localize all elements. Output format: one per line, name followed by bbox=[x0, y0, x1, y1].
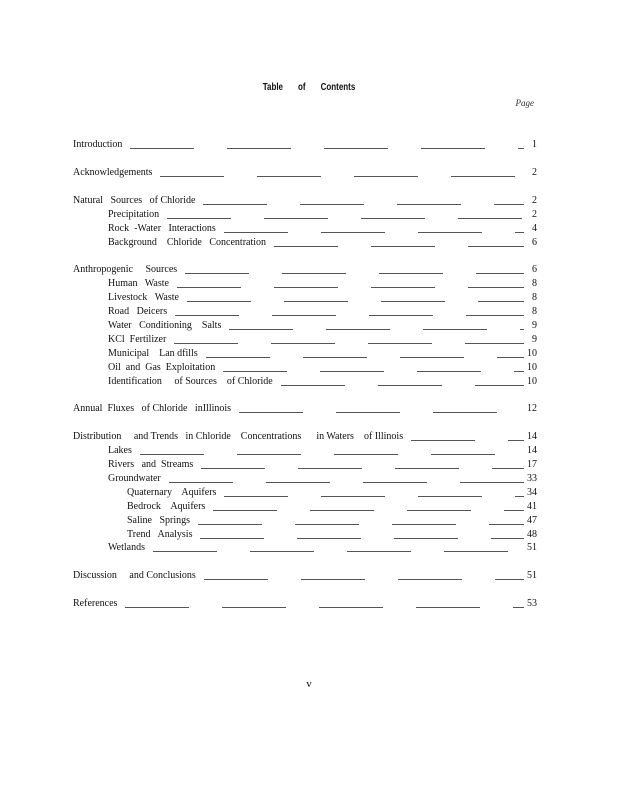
toc-entry[interactable] bbox=[0, 166, 618, 180]
toc-leader bbox=[411, 440, 524, 441]
toc-entry-label: KCl Fertilizer bbox=[108, 334, 167, 345]
toc-leader bbox=[175, 315, 524, 316]
toc-entry-label: Wetlands bbox=[108, 542, 145, 553]
toc-entry[interactable] bbox=[0, 333, 618, 347]
toc-entry-label: Road Deicers bbox=[108, 306, 168, 317]
toc-entry-label: Discussion and Conclusions bbox=[73, 570, 196, 581]
toc-entry[interactable] bbox=[0, 375, 618, 389]
toc-entry-page: 2 bbox=[532, 195, 537, 206]
toc-entry-label: Rivers and Streams bbox=[108, 459, 194, 470]
toc-leader bbox=[125, 607, 524, 608]
toc-entry[interactable] bbox=[0, 541, 618, 555]
toc-entry[interactable] bbox=[0, 528, 618, 542]
toc-leader bbox=[198, 524, 524, 525]
toc-entry-label: Oil and Gas Exploitation bbox=[108, 362, 216, 373]
toc-leader bbox=[223, 371, 524, 372]
toc-entry-page: 48 bbox=[527, 529, 537, 540]
toc-title-word: Contents bbox=[320, 82, 356, 93]
toc-entry-page: 6 bbox=[532, 237, 537, 248]
toc-entry[interactable] bbox=[0, 444, 618, 458]
toc-leader bbox=[153, 551, 524, 552]
toc-leader bbox=[187, 301, 524, 302]
toc-entry-page: 9 bbox=[532, 334, 537, 345]
toc-entry-page: 8 bbox=[532, 292, 537, 303]
toc-entry-page: 51 bbox=[527, 542, 537, 553]
toc-entry-page: 12 bbox=[527, 403, 537, 414]
toc-entry[interactable] bbox=[0, 486, 618, 500]
toc-entry-label: Introduction bbox=[73, 139, 123, 150]
toc-entry-label: Lakes bbox=[108, 445, 132, 456]
toc-entry-label: Precipitation bbox=[108, 209, 160, 220]
toc-entry[interactable] bbox=[0, 472, 618, 486]
toc-title-word: of bbox=[298, 82, 306, 93]
toc-entry-page: 10 bbox=[527, 376, 537, 387]
toc-leader bbox=[201, 468, 524, 469]
toc-entry[interactable] bbox=[0, 597, 618, 611]
toc-leader bbox=[229, 329, 524, 330]
toc-leader bbox=[224, 232, 524, 233]
toc-entry-label: Acknowledgements bbox=[73, 167, 153, 178]
toc-entry-label: Distribution and Trends in Chloride Concentrations in Waters of Illinois bbox=[73, 431, 404, 442]
toc-leader bbox=[174, 343, 524, 344]
toc-leader bbox=[169, 482, 524, 483]
toc-entry-page: 10 bbox=[527, 362, 537, 373]
toc-entry-page: 8 bbox=[532, 306, 537, 317]
toc-entry[interactable] bbox=[0, 458, 618, 472]
toc-entry-page: 53 bbox=[527, 598, 537, 609]
toc-entry-label: Rock -Water Interactions bbox=[108, 223, 216, 234]
page-column-label: Page bbox=[515, 98, 534, 108]
toc-leader bbox=[130, 148, 524, 149]
toc-entry-label: Livestock Waste bbox=[108, 292, 179, 303]
toc-entry-page: 41 bbox=[527, 501, 537, 512]
toc-leader bbox=[160, 176, 524, 177]
toc-entry[interactable] bbox=[0, 222, 618, 236]
toc-entry-label: References bbox=[73, 598, 118, 609]
toc-entry[interactable] bbox=[0, 263, 618, 277]
footer-page-number: v bbox=[306, 678, 312, 690]
toc-entry[interactable] bbox=[0, 319, 618, 333]
toc-entry-page: 4 bbox=[532, 223, 537, 234]
toc-leader bbox=[203, 204, 524, 205]
toc-leader bbox=[224, 496, 524, 497]
toc-entry-page: 10 bbox=[527, 348, 537, 359]
toc-leader bbox=[200, 538, 524, 539]
toc-entry-page: 34 bbox=[527, 487, 537, 498]
toc-leader bbox=[239, 412, 524, 413]
toc-entry[interactable] bbox=[0, 208, 618, 222]
toc-entry-label: Quaternary Aquifers bbox=[127, 487, 217, 498]
toc-leader bbox=[204, 579, 524, 580]
toc-entry-page: 14 bbox=[527, 431, 537, 442]
toc-entry[interactable] bbox=[0, 569, 618, 583]
toc-entry-label: Municipal Lan dfills bbox=[108, 348, 198, 359]
toc-leader bbox=[167, 218, 524, 219]
toc-leader bbox=[281, 385, 524, 386]
toc-entry-label: Identification of Sources of Chloride bbox=[108, 376, 273, 387]
toc-entry-page: 6 bbox=[532, 264, 537, 275]
toc-entry-page: 51 bbox=[527, 570, 537, 581]
toc-entry[interactable] bbox=[0, 138, 618, 152]
toc-entry-page: 2 bbox=[532, 167, 537, 178]
toc-entry[interactable] bbox=[0, 514, 618, 528]
toc-entry-label: Annual Fluxes of Chloride inIllinois bbox=[73, 403, 232, 414]
toc-entry-page: 47 bbox=[527, 515, 537, 526]
toc-entry[interactable] bbox=[0, 291, 618, 305]
toc-entry-page: 17 bbox=[527, 459, 537, 470]
toc-entry-label: Saline Springs bbox=[127, 515, 191, 526]
toc-entry-page: 33 bbox=[527, 473, 537, 484]
toc-leader bbox=[140, 454, 524, 455]
toc-entry-label: Bedrock Aquifers bbox=[127, 501, 206, 512]
toc-entry[interactable] bbox=[0, 236, 618, 250]
toc-entry-label: Anthropogenic Sources bbox=[73, 264, 178, 275]
toc-entry-label: Natural Sources of Chloride bbox=[73, 195, 196, 206]
toc-leader bbox=[213, 510, 524, 511]
toc-leader bbox=[274, 246, 524, 247]
toc-entry[interactable] bbox=[0, 277, 618, 291]
toc-leader bbox=[206, 357, 524, 358]
toc-entry-page: 14 bbox=[527, 445, 537, 456]
toc-title-word: Table bbox=[262, 82, 284, 93]
toc-entry-label: Water Conditioning Salts bbox=[108, 320, 222, 331]
toc-entry[interactable] bbox=[0, 402, 618, 416]
toc-entry-label: Groundwater bbox=[108, 473, 161, 484]
toc-entry[interactable] bbox=[0, 194, 618, 208]
toc-entry-page: 2 bbox=[532, 209, 537, 220]
toc-entry-page: 9 bbox=[532, 320, 537, 331]
toc-entry[interactable] bbox=[0, 361, 618, 375]
toc-entry-label: Trend Analysis bbox=[127, 529, 193, 540]
toc-entry-page: 8 bbox=[532, 278, 537, 289]
toc-leader bbox=[185, 273, 524, 274]
toc-entry[interactable] bbox=[0, 347, 618, 361]
toc-entry-label: Background Chloride Concentration bbox=[108, 237, 267, 248]
toc-entry[interactable] bbox=[0, 430, 618, 444]
toc-entry[interactable] bbox=[0, 305, 618, 319]
toc-entry[interactable] bbox=[0, 500, 618, 514]
toc-entry-page: 1 bbox=[532, 139, 537, 150]
toc-leader bbox=[177, 287, 524, 288]
toc-title bbox=[62, 82, 556, 93]
toc-entry-label: Human Waste bbox=[108, 278, 169, 289]
